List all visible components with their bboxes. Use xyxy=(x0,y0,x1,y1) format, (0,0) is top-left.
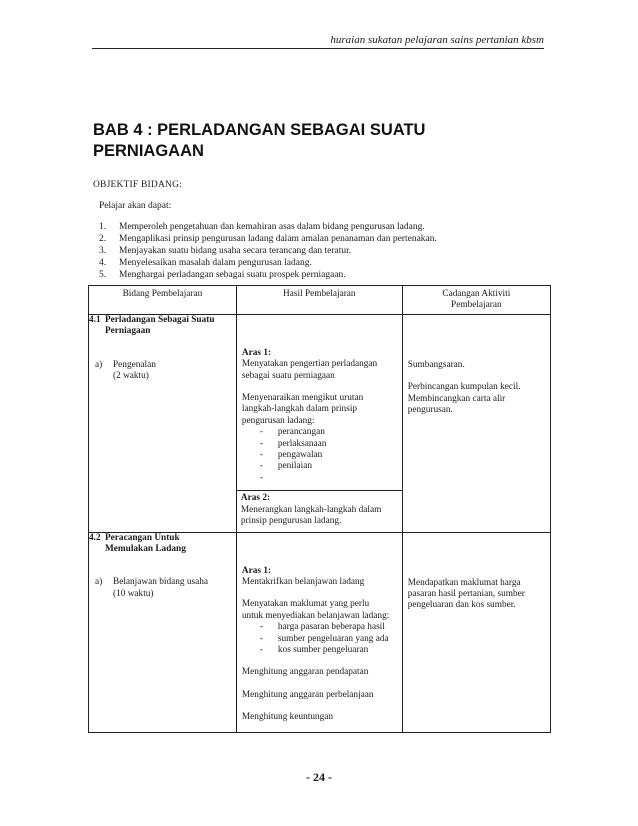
list-item: - xyxy=(259,472,264,483)
objective-text: Menjayakan suatu bidang usaha secara terancang dan teratur. xyxy=(119,246,352,256)
section1-title-line2: Perniagaan xyxy=(105,326,151,337)
section1-aras2-line2: prinsip pengurusan ladang. xyxy=(240,516,342,527)
section1-activity1: Sumbangsaran. xyxy=(407,359,465,370)
section1-outcome2-line1: Menyenaraikan mengikut urutan xyxy=(241,393,364,404)
section1-number: 4.1 xyxy=(89,314,101,325)
section2-outcome4: Menghitung anggaran perbelanjaan xyxy=(241,689,374,700)
section2-activities xyxy=(403,533,550,616)
section2-activity-line1: Mendapatkan maklumat harga xyxy=(407,577,521,588)
section2-sub-time: (10 waktu) xyxy=(113,588,154,599)
table-row xyxy=(89,532,551,732)
header-activity-line1: Cadangan Aktiviti xyxy=(442,289,511,299)
chapter-title xyxy=(93,120,533,162)
section1-aras2-label: Aras 2: xyxy=(240,493,271,504)
objective-number: 3. xyxy=(99,246,107,256)
header-activity-line2: Pembelajaran xyxy=(451,300,502,311)
section1-activity2-line1: Perbincangan kumpulan kecil. xyxy=(407,382,521,393)
section2-title-line2: Memulakan Ladang xyxy=(105,543,186,554)
running-header: huraian sukatan pelajaran sains pertanian kbsm xyxy=(330,34,544,46)
section2-area-cell xyxy=(89,532,237,732)
objectives-intro: Pelajar akan dapat: xyxy=(99,201,172,211)
section1-activities xyxy=(403,315,550,421)
section1-activity-cell xyxy=(402,314,550,532)
header-learning-area: Bidang Pembelajaran xyxy=(89,286,237,315)
list-item: - perancangan xyxy=(259,427,325,438)
section1-subtopic xyxy=(89,360,236,383)
section2-outcome2-line1: Menyatakan maklumat yang perlu xyxy=(241,599,370,610)
section1-activity2-line2: Membincangkan carta alir xyxy=(407,393,506,404)
list-item: - perlaksanaan xyxy=(259,438,327,449)
item-text: sumber pengeluaran yang ada xyxy=(277,633,389,644)
objective-item xyxy=(99,245,437,257)
list-item: - pengawalan xyxy=(259,450,323,461)
header-learning-outcome: Hasil Pembelajaran xyxy=(236,286,402,315)
objective-text: Mengaplikasi prinsip pengurusan ladang dalam amalan penanaman dan pertenakan. xyxy=(119,234,437,244)
section1-outcome1-line2: sebagai suatu perniagaan xyxy=(241,370,335,381)
list-item: - kos sumber pengeluaran xyxy=(259,644,369,655)
section2-outcome3: Menghitung anggaran pendapatan xyxy=(241,667,369,678)
section1-aras2-line1: Menerangkan langkah-langkah dalam xyxy=(240,504,382,515)
section1-area-cell xyxy=(89,314,237,532)
list-item: - sumber pengeluaran yang ada xyxy=(259,633,389,644)
objective-item xyxy=(99,257,437,269)
table-row xyxy=(89,314,551,532)
section2-aras1-label: Aras 1: xyxy=(241,565,272,576)
section2-sub-text xyxy=(113,577,208,600)
section1-sub-text xyxy=(113,360,156,383)
section1-aras2-block xyxy=(236,490,403,531)
section2-title-line1: Peracangan Untuk xyxy=(105,532,180,543)
chapter-title-line1: BAB 4 : PERLADANGAN SEBAGAI SUATU xyxy=(93,121,426,139)
section2-outcome-cell xyxy=(236,532,402,732)
section2-outcome5: Menghitung keuntungan xyxy=(241,712,334,723)
section2-activity-line2: pasaran hasil pertanian, sumber xyxy=(407,588,525,599)
header-rule xyxy=(92,48,544,49)
objective-item xyxy=(99,233,437,245)
section1-outcome2-line2: langkah-langkah dalam prinsip xyxy=(241,404,358,415)
section2-subtopic xyxy=(89,577,236,600)
section1-outcome1-line1: Menyatakan pengertian perladangan xyxy=(241,359,378,370)
table-header-row xyxy=(89,286,551,315)
section2-aras1-block xyxy=(237,533,402,728)
item-text: kos sumber pengeluaran xyxy=(277,644,369,655)
section1-outcome-cell xyxy=(236,314,402,532)
section2-sub-title: Belanjawan bidang usaha xyxy=(113,577,209,588)
section1-title xyxy=(105,315,215,338)
objective-text: Menghargai perladangan sebagai suatu prospek perniagaan. xyxy=(119,270,346,280)
section1-aras1-block xyxy=(237,315,402,488)
list-item: - penilaian xyxy=(259,461,312,472)
section1-heading xyxy=(89,315,236,338)
section2-heading xyxy=(89,533,236,556)
objective-number: 1. xyxy=(99,222,107,232)
section1-outcome2-line3: pengurusan ladang: xyxy=(241,415,315,426)
objective-item xyxy=(99,221,437,233)
objective-text: Menyelesaikan masalah dalam pengurusan ladang. xyxy=(119,258,312,268)
section1-sub-time: (2 waktu) xyxy=(113,371,149,382)
header-suggested-activity xyxy=(402,286,550,315)
section1-aras1-label: Aras 1: xyxy=(241,347,272,358)
section2-sub-letter: a) xyxy=(95,577,103,588)
objective-number: 5. xyxy=(99,270,107,280)
step-text: penilaian xyxy=(277,461,312,472)
section1-title-line1: Perladangan Sebagai Suatu xyxy=(105,314,215,325)
objective-text: Memperoleh pengetahuan dan kemahiran asas dalam bidang pengurusan ladang. xyxy=(119,222,425,232)
objectives-list xyxy=(99,221,437,281)
chapter-title-line2: PERNIAGAAN xyxy=(93,142,204,160)
section1-activity2-line3: pengurusan. xyxy=(407,405,453,416)
section2-outcome2-line2: untuk menyediakan belanjawan ladang: xyxy=(241,610,390,621)
objectives-label: OBJEKTIF BIDANG: xyxy=(93,180,182,190)
section1-sub-title: Pengenalan xyxy=(113,359,156,370)
section2-activity-cell xyxy=(402,532,550,732)
list-item: - harga pasaran beberapa hasil xyxy=(259,622,385,633)
objective-number: 2. xyxy=(99,234,107,244)
section2-number: 4.2 xyxy=(89,532,101,543)
objective-number: 4. xyxy=(99,258,107,268)
curriculum-table xyxy=(88,285,551,733)
step-text: perancangan xyxy=(277,427,325,438)
step-text: pengawalan xyxy=(277,450,323,461)
section2-activity-line3: pengeluaran dan kos sumber. xyxy=(407,600,516,611)
objective-item xyxy=(99,269,437,281)
step-text: perlaksanaan xyxy=(277,438,327,449)
section2-outcome1: Mentakrifkan belanjawan ladang xyxy=(241,576,365,587)
section2-title xyxy=(105,533,186,556)
section1-sub-letter: a) xyxy=(95,359,103,370)
item-text: harga pasaran beberapa hasil xyxy=(277,622,385,633)
page-number: - 24 - xyxy=(306,770,332,784)
